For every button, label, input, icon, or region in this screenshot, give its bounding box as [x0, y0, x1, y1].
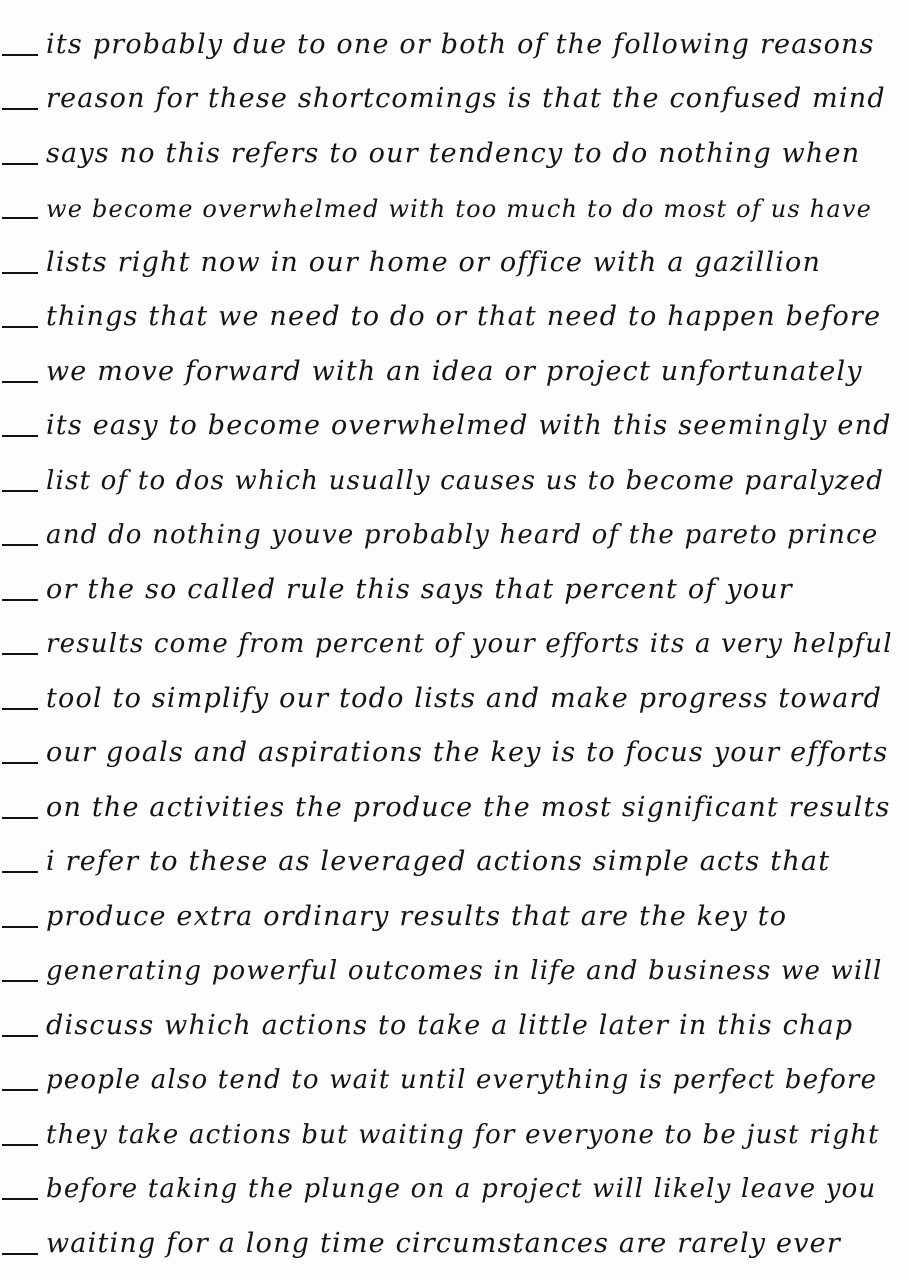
text-line: [0, 991, 908, 1045]
line-text: list of to dos which usually causes us to become paralyzed: [46, 466, 885, 496]
line-dash: [2, 490, 38, 492]
line-dash: [2, 1035, 38, 1037]
text-line: [0, 446, 908, 500]
line-dash: [2, 762, 38, 764]
line-dash: [2, 599, 38, 601]
line-text: things that we need to do or that need to happen before: [46, 301, 882, 332]
line-dash: [2, 435, 38, 437]
text-line: [0, 228, 908, 282]
line-dash: [2, 54, 38, 56]
line-dash: [2, 326, 38, 328]
line-text: and do nothing youve probably heard of the pareto prince: [46, 520, 879, 550]
line-dash: [2, 272, 38, 274]
line-text: or the so called rule this says that percent of your: [46, 574, 793, 605]
line-dash: [2, 1144, 38, 1146]
line-dash: [2, 653, 38, 655]
text-line: [0, 10, 908, 64]
line-dash: [2, 1253, 38, 1255]
text-line: [0, 391, 908, 445]
line-text: tool to simplify our todo lists and make progress toward: [46, 683, 883, 714]
line-text: its easy to become overwhelmed with this seemingly end: [46, 410, 892, 441]
text-line: [0, 555, 908, 609]
text-line: [0, 664, 908, 718]
text-line: [0, 173, 908, 227]
line-dash: [2, 871, 38, 873]
line-dash: [2, 108, 38, 110]
line-text: they take actions but waiting for everyone to be just right: [46, 1120, 880, 1150]
line-text: results come from percent of your efforts its a very helpful: [46, 629, 893, 659]
line-text: before taking the plunge on a project will likely leave you: [46, 1174, 877, 1204]
text-line: [0, 119, 908, 173]
line-text: generating powerful outcomes in life and business we will: [46, 956, 883, 986]
text-line: [0, 827, 908, 881]
text-line: [0, 882, 908, 936]
text-line: [0, 609, 908, 663]
text-line: [0, 282, 908, 336]
text-line: [0, 718, 908, 772]
line-text: lists right now in our home or office with a gazillion: [46, 247, 822, 278]
line-text: our goals and aspirations the key is to focus your efforts: [46, 737, 889, 768]
line-dash: [2, 381, 38, 383]
text-line: [0, 1209, 908, 1263]
line-dash: [2, 217, 38, 219]
text-line: [0, 64, 908, 118]
line-dash: [2, 980, 38, 982]
line-dash: [2, 1198, 38, 1200]
line-dash: [2, 163, 38, 165]
text-line: [0, 500, 908, 554]
line-text: reason for these shortcomings is that the confused mind: [46, 83, 886, 114]
text-line: [0, 936, 908, 990]
line-dash: [2, 708, 38, 710]
line-dash: [2, 1089, 38, 1091]
line-text: waiting for a long time circumstances are rarely ever: [46, 1228, 841, 1259]
line-text: says no this refers to our tendency to do nothing when: [46, 138, 861, 169]
text-line: [0, 1045, 908, 1099]
text-line: [0, 337, 908, 391]
line-text: discuss which actions to take a little later in this chap: [46, 1010, 854, 1041]
line-text: its probably due to one or both of the following reasons: [46, 29, 875, 60]
line-text: people also tend to wait until everything is perfect before: [46, 1065, 878, 1095]
line-text: we move forward with an idea or project unfortunately: [46, 356, 863, 387]
line-text: produce extra ordinary results that are the key to: [46, 901, 788, 932]
line-text: we become overwhelmed with too much to do most of us have: [46, 195, 873, 223]
line-dash: [2, 817, 38, 819]
line-dash: [2, 544, 38, 546]
text-line: [0, 1154, 908, 1208]
text-line: [0, 773, 908, 827]
text-line: [0, 1100, 908, 1154]
line-dash: [2, 926, 38, 928]
line-text: on the activities the produce the most significant results: [46, 792, 891, 823]
line-text: i refer to these as leveraged actions simple acts that: [46, 846, 831, 877]
